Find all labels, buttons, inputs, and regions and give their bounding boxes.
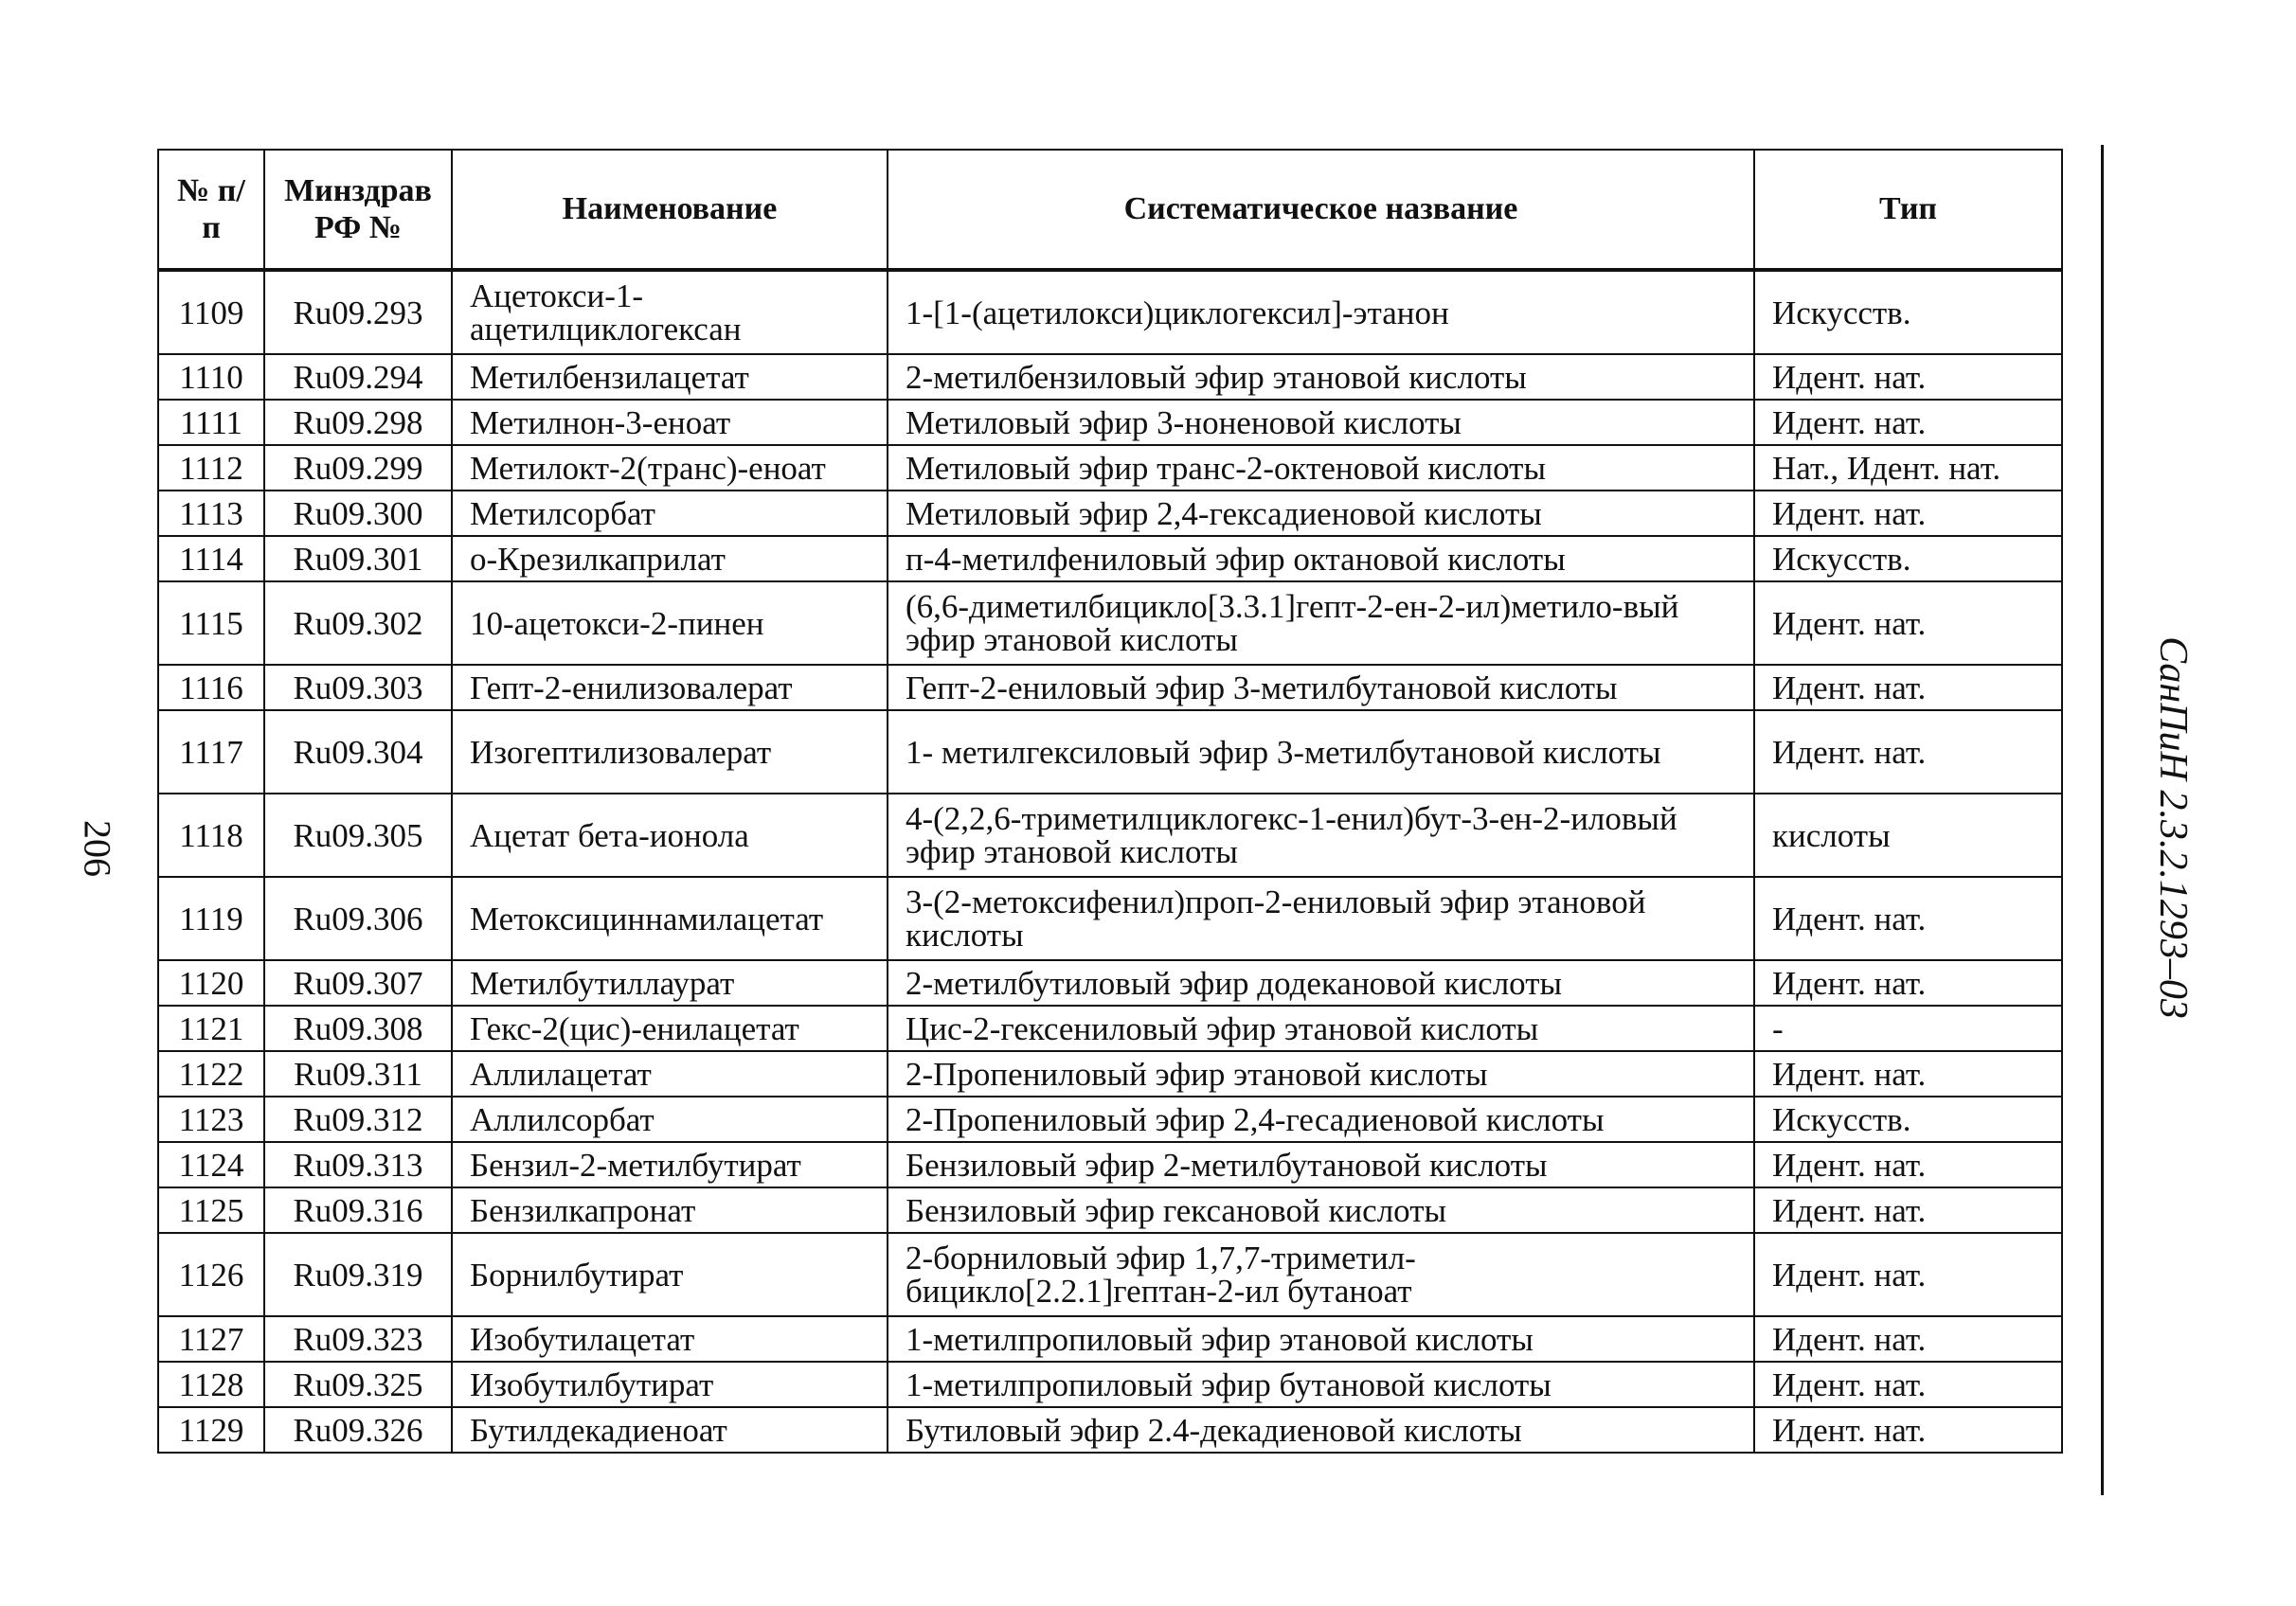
cell-code: Ru09.302 [264,581,452,665]
cell-name: Гепт-2-енилизовалерат [452,665,888,710]
cell-num: 1109 [158,270,264,354]
cell-systematic: Гепт-2-ениловый эфир 3-метилбутановой кислоты [888,665,1754,710]
cell-systematic: Бутиловый эфир 2.4-декадиеновой кислоты [888,1407,1754,1453]
cell-name: Изобутилацетат [452,1316,888,1362]
cell-type: Идент. нат. [1754,581,2062,665]
table-row [158,1006,2062,1051]
cell-code: Ru09.301 [264,536,452,581]
cell-name: Метилнон-3-еноат [452,400,888,445]
cell-type: Идент. нат. [1754,1142,2062,1187]
cell-name: Изобутилбутират [452,1362,888,1407]
table-row [158,1187,2062,1233]
cell-num: 1114 [158,536,264,581]
cell-type: Идент. нат. [1754,1233,2062,1316]
cell-name: Метоксициннамилацетат [452,877,888,960]
document-code: СанПиН 2.3.2.1293–03 [2151,636,2195,1019]
table-row [158,400,2062,445]
table-row [158,665,2062,710]
cell-type: Нат., Идент. нат. [1754,445,2062,491]
margin-rule [2101,145,2104,1495]
cell-type: Идент. нат. [1754,1187,2062,1233]
header-type: Тип [1754,150,2062,270]
cell-num: 1116 [158,665,264,710]
cell-num: 1115 [158,581,264,665]
cell-systematic: 3-(2-метоксифенил)проп-2-ениловый эфир этановой кислоты [888,877,1754,960]
cell-code: Ru09.316 [264,1187,452,1233]
cell-name: Метилокт-2(транс)-еноат [452,445,888,491]
table-row [158,794,2062,877]
header-name: Наименование [452,150,888,270]
cell-type: Идент. нат. [1754,877,2062,960]
cell-systematic: 4-(2,2,6-триметилциклогекс-1-енил)бут-3-ен-2-иловый эфир этановой кислоты [888,794,1754,877]
cell-code: Ru09.308 [264,1006,452,1051]
cell-type: Искусств. [1754,1097,2062,1142]
cell-type: Идент. нат. [1754,1316,2062,1362]
cell-num: 1123 [158,1097,264,1142]
cell-type: Идент. нат. [1754,1362,2062,1407]
cell-num: 1126 [158,1233,264,1316]
cell-type: Идент. нат. [1754,1051,2062,1097]
cell-type: Идент. нат. [1754,665,2062,710]
cell-systematic: 2-метилбензиловый эфир этановой кислоты [888,354,1754,400]
cell-code: Ru09.306 [264,877,452,960]
table-row [158,270,2062,354]
cell-code: Ru09.294 [264,354,452,400]
cell-code: Ru09.305 [264,794,452,877]
cell-name: Метилбензилацетат [452,354,888,400]
cell-name: Бензилкапронат [452,1187,888,1233]
cell-code: Ru09.293 [264,270,452,354]
cell-systematic: Метиловый эфир транс-2-октеновой кислоты [888,445,1754,491]
cell-systematic: 1-[1-(ацетилокси)циклогексил]-этанон [888,270,1754,354]
cell-systematic: 2-метилбутиловый эфир додекановой кислоты [888,960,1754,1006]
table-row [158,491,2062,536]
cell-type: Идент. нат. [1754,1407,2062,1453]
cell-code: Ru09.307 [264,960,452,1006]
header-code: Минздрав РФ № [264,150,452,270]
table-row [158,960,2062,1006]
cell-name: Изогептилизовалерат [452,710,888,794]
table-row [158,710,2062,794]
cell-type: Искусств. [1754,536,2062,581]
cell-type: Идент. нат. [1754,400,2062,445]
cell-code: Ru09.300 [264,491,452,536]
cell-code: Ru09.311 [264,1051,452,1097]
cell-num: 1127 [158,1316,264,1362]
cell-name: о-Крезилкаприлат [452,536,888,581]
table-row [158,1407,2062,1453]
cell-code: Ru09.312 [264,1097,452,1142]
table-row [158,877,2062,960]
table-row [158,1142,2062,1187]
cell-name: Аллилсорбат [452,1097,888,1142]
cell-name: Гекс-2(цис)-енилацетат [452,1006,888,1051]
cell-systematic: (6,6-диметилбицикло[3.3.1]гепт-2-ен-2-ил)метило-вый эфир этановой кислоты [888,581,1754,665]
cell-name: Борнилбутират [452,1233,888,1316]
cell-systematic: 2-борниловый эфир 1,7,7-триметил-бицикло[2.2.1]гептан-2-ил бутаноат [888,1233,1754,1316]
table-row [158,445,2062,491]
cell-type: Идент. нат. [1754,491,2062,536]
cell-systematic: Бензиловый эфир гексановой кислоты [888,1187,1754,1233]
cell-type: Идент. нат. [1754,354,2062,400]
cell-type: - [1754,1006,2062,1051]
table-row [158,536,2062,581]
flavoring-registry-table [157,149,2063,1454]
cell-name: Бензил-2-метилбутират [452,1142,888,1187]
cell-code: Ru09.326 [264,1407,452,1453]
cell-name: Ацетат бета-ионола [452,794,888,877]
cell-systematic: 1-метилпропиловый эфир бутановой кислоты [888,1362,1754,1407]
cell-code: Ru09.325 [264,1362,452,1407]
cell-code: Ru09.323 [264,1316,452,1362]
cell-systematic: 2-Пропениловый эфир 2,4-гесадиеновой кислоты [888,1097,1754,1142]
table-row [158,1233,2062,1316]
cell-num: 1111 [158,400,264,445]
cell-type: Идент. нат. [1754,960,2062,1006]
cell-systematic: Цис-2-гексениловый эфир этановой кислоты [888,1006,1754,1051]
cell-name: Метилбутиллаурат [452,960,888,1006]
cell-systematic: Бензиловый эфир 2-метилбутановой кислоты [888,1142,1754,1187]
cell-code: Ru09.303 [264,665,452,710]
cell-num: 1122 [158,1051,264,1097]
cell-systematic: 2-Пропениловый эфир этановой кислоты [888,1051,1754,1097]
cell-systematic: п-4-метилфениловый эфир октановой кислоты [888,536,1754,581]
header-num: № п/п [158,150,264,270]
page-number: 206 [76,820,119,877]
table-row [158,1316,2062,1362]
cell-num: 1112 [158,445,264,491]
cell-type: кислоты [1754,794,2062,877]
cell-num: 1129 [158,1407,264,1453]
cell-num: 1113 [158,491,264,536]
cell-code: Ru09.319 [264,1233,452,1316]
cell-code: Ru09.304 [264,710,452,794]
table-row [158,1097,2062,1142]
cell-num: 1128 [158,1362,264,1407]
cell-type: Идент. нат. [1754,710,2062,794]
cell-num: 1121 [158,1006,264,1051]
table-header-row [158,150,2062,270]
header-systematic: Систематическое название [888,150,1754,270]
cell-systematic: Метиловый эфир 3-ноненовой кислоты [888,400,1754,445]
cell-systematic: Метиловый эфир 2,4-гексадиеновой кислоты [888,491,1754,536]
cell-systematic: 1- метилгексиловый эфир 3-метилбутановой кислоты [888,710,1754,794]
cell-type: Искусств. [1754,270,2062,354]
cell-name: Ацетокси-1-ацетилциклогексан [452,270,888,354]
cell-name: Метилсорбат [452,491,888,536]
cell-code: Ru09.299 [264,445,452,491]
cell-num: 1118 [158,794,264,877]
cell-code: Ru09.298 [264,400,452,445]
cell-num: 1120 [158,960,264,1006]
cell-num: 1124 [158,1142,264,1187]
table-row [158,1051,2062,1097]
cell-name: Аллилацетат [452,1051,888,1097]
cell-num: 1110 [158,354,264,400]
table-row [158,1362,2062,1407]
cell-name: 10-ацетокси-2-пинен [452,581,888,665]
cell-num: 1125 [158,1187,264,1233]
cell-code: Ru09.313 [264,1142,452,1187]
table-row [158,581,2062,665]
table-row [158,354,2062,400]
cell-systematic: 1-метилпропиловый эфир этановой кислоты [888,1316,1754,1362]
cell-name: Бутилдекадиеноат [452,1407,888,1453]
cell-num: 1117 [158,710,264,794]
cell-num: 1119 [158,877,264,960]
